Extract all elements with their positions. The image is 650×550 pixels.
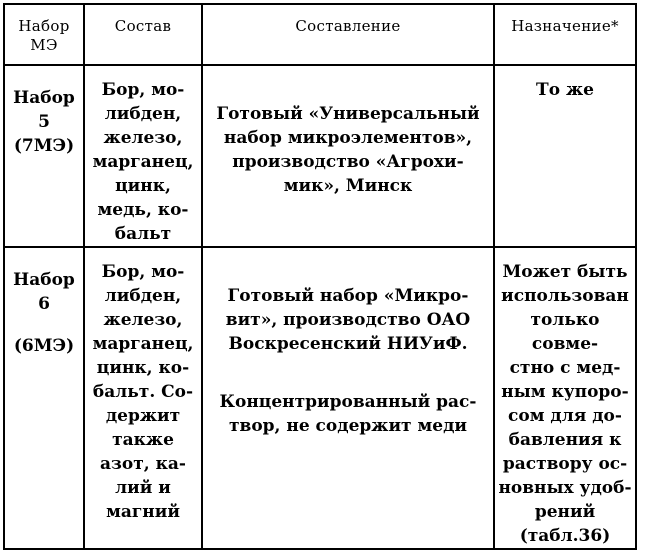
- micronutrient-sets-table: [3, 3, 637, 550]
- table-row: [4, 65, 636, 247]
- table-header-row: [4, 4, 636, 65]
- set-code: (6МЭ): [13, 336, 75, 356]
- cell-preparation: [202, 247, 494, 549]
- cell-preparation: [202, 65, 494, 247]
- cell-set: Набор 6 (6МЭ): [4, 247, 84, 549]
- preparation-text: Готовый набор «Микро- вит», производство ОАО Воскресенский НИУиФ.: [225, 286, 471, 354]
- preparation-text: Готовый «Универсальный набор микроэлементов», производство «Агрохи- мик», Минск: [216, 104, 480, 196]
- cell-purpose: Может быть использован только совме- стно с мед- ным купоро- сом для до- бавления к раствору ос- новных удоб- рений (табл.36): [494, 247, 636, 549]
- cell-composition: Бор, мо- либден, железо, марганец, цинк, ко- бальт. Со- держит также азот, ка- лий и магний: [84, 247, 202, 549]
- cell-composition: Бор, мо- либден, железо, марганец, цинк, медь, ко- бальт: [84, 65, 202, 247]
- header-composition: Состав: [84, 4, 202, 65]
- header-preparation: Составление: [202, 4, 494, 65]
- table-row: [4, 247, 636, 549]
- cell-purpose: То же: [494, 65, 636, 247]
- cell-set: Набор 5 (7МЭ): [4, 65, 84, 247]
- header-set: Набор МЭ: [4, 4, 84, 65]
- header-purpose: Назначение*: [494, 4, 636, 65]
- preparation-note: Концентрированный рас- твор, не содержит меди: [219, 392, 477, 436]
